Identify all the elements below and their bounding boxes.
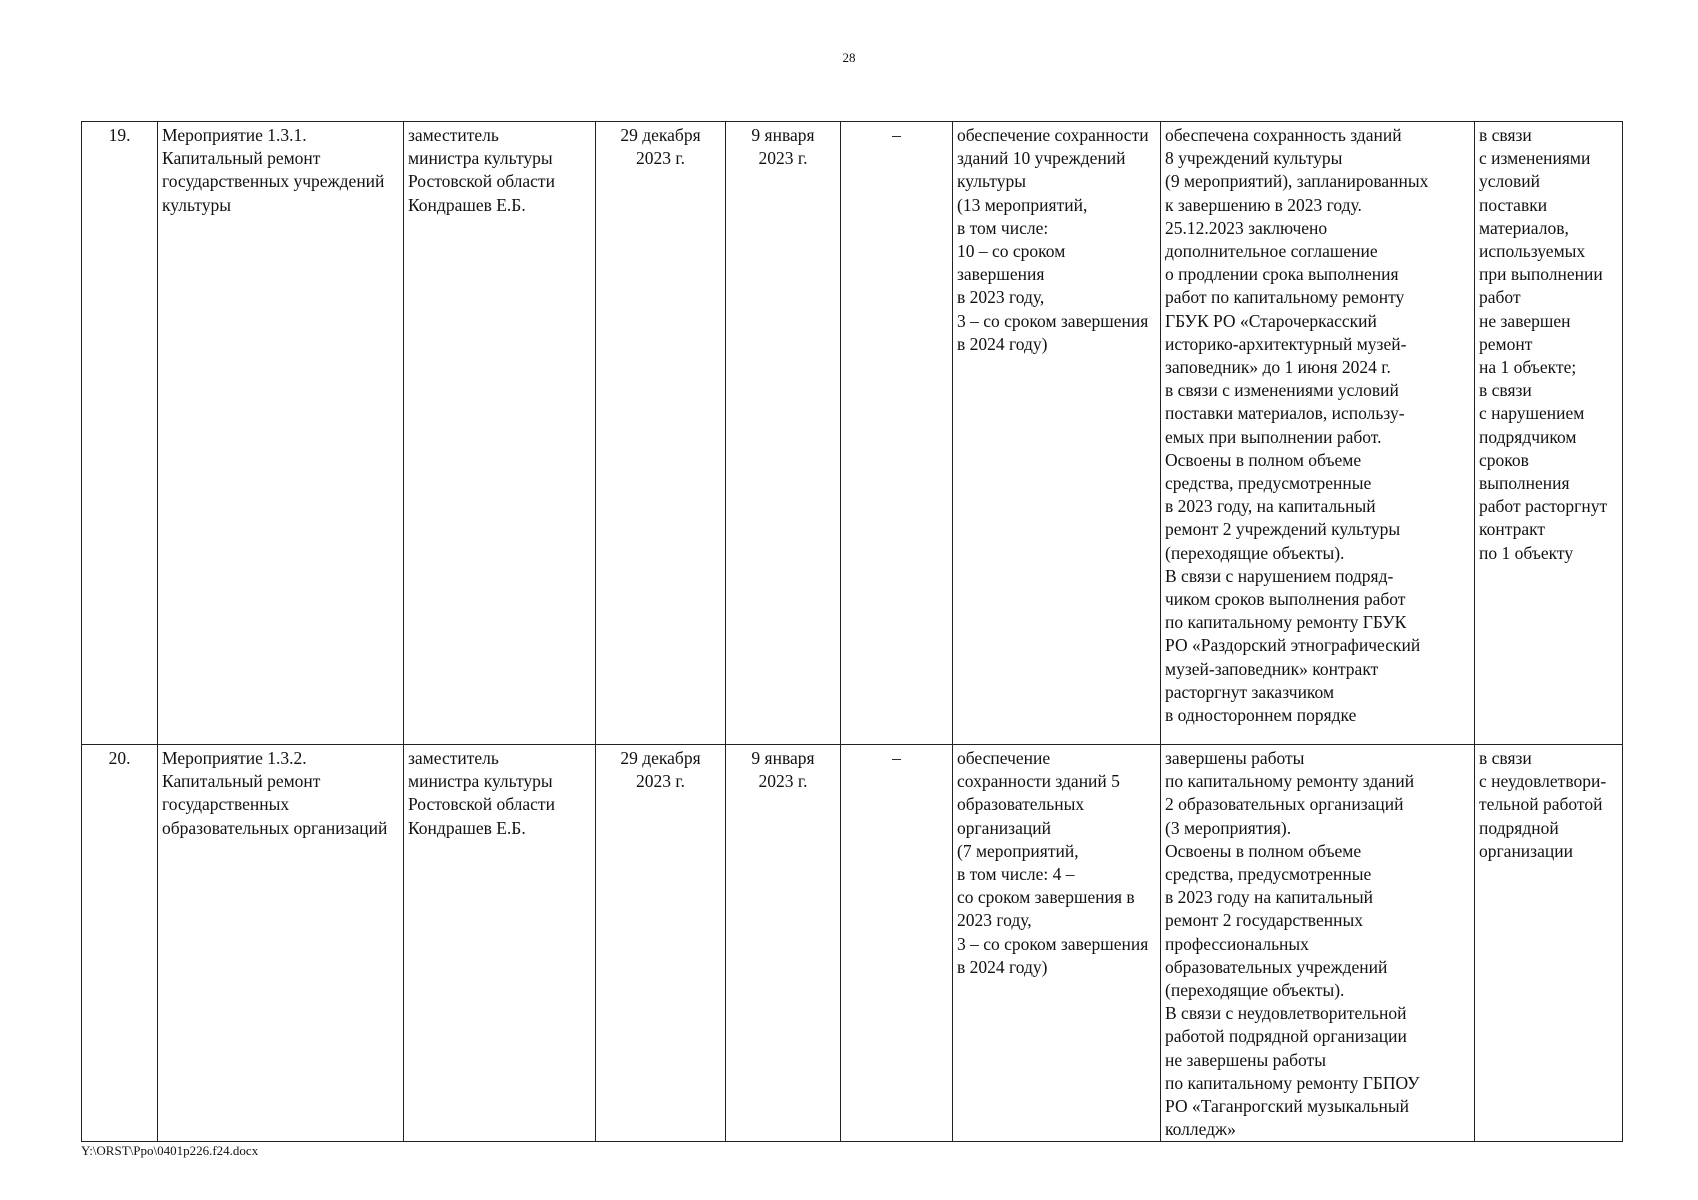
event-name: Мероприятие 1.3.2. Капитальный ремонт государственных образовательных организаций bbox=[158, 745, 404, 1142]
expected-result: обеспечение сохранности зданий 5 образовательных организаций (7 мероприятий, в том числе: 4 – со сроком завершения в 2023 году, 3 – со сроком завершения в 2024 году) bbox=[953, 745, 1161, 1142]
page-number: 28 bbox=[842, 50, 856, 65]
event-name: Мероприятие 1.3.1. Капитальный ремонт государственных учреждений культуры bbox=[158, 122, 404, 745]
row-number: 19. bbox=[82, 122, 158, 745]
responsible-person: заместитель министра культуры Ростовской области Кондрашев Е.Б. bbox=[404, 745, 596, 1142]
reasons: в связи с неудовлетвори- тельной работой подрядной организации bbox=[1475, 745, 1623, 1142]
expected-result: обеспечение сохранности зданий 10 учреждений культуры (13 мероприятий, в том числе: 10 – со сроком завершения в 2023 году, 3 – со сроком завершения в 2024 году) bbox=[953, 122, 1161, 745]
actual-result: обеспечена сохранность зданий 8 учреждений культуры (9 мероприятий), запланированных к завершению в 2023 году. 25.12.2023 заключено дополнительное соглашение о продлении срока выполнения работ по капитальному ремонту ГБУК РО «Старочеркасский историко-архитектурный музей- заповедник» до 1 июня 2024 г. в связи с изменениями условий поставки материалов, использу- емых при выполнении работ. Освоены в полном объеме средства, предусмотренные в 2023 году, на капитальный ремонт 2 учреждений культуры (переходящие объекты). В связи с нарушением подряд- чиком сроков выполнения работ по капитальному ремонту ГБУК РО «Раздорский этнографический музей-заповедник» контракт расторгнут заказчиком в одностороннем порядке bbox=[1161, 122, 1475, 745]
report-table bbox=[81, 121, 1623, 1142]
actual-date: 9 января 2023 г. bbox=[726, 122, 841, 745]
actual-result: завершены работы по капитальному ремонту зданий 2 образовательных организаций (3 мероприятия). Освоены в полном объеме средства, предусмотренные в 2023 году на капитальный ремонт 2 государственных профессиональных образовательных учреждений (переходящие объекты). В связи с неудовлетворительной работой подрядной организации не завершены работы по капитальному ремонту ГБПОУ РО «Таганрогский музыкальный колледж» bbox=[1161, 745, 1475, 1142]
responsible-person: заместитель министра культуры Ростовской области Кондрашев Е.Б. bbox=[404, 122, 596, 745]
actual-date: 9 января 2023 г. bbox=[726, 745, 841, 1142]
planned-date: 29 декабря 2023 г. bbox=[596, 122, 726, 745]
table-row bbox=[82, 745, 1623, 1142]
dash-cell: – bbox=[841, 745, 953, 1142]
dash-cell: – bbox=[841, 122, 953, 745]
table-row bbox=[82, 122, 1623, 745]
reasons: в связи с изменениями условий поставки материалов, используемых при выполнении работ не завершен ремонт на 1 объекте; в связи с нарушением подрядчиком сроков выполнения работ расторгнут контракт по 1 объекту bbox=[1475, 122, 1623, 745]
row-number: 20. bbox=[82, 745, 158, 1142]
footer-file-path: Y:\ORST\Ppo\0401p226.f24.docx bbox=[81, 1143, 259, 1158]
planned-date: 29 декабря 2023 г. bbox=[596, 745, 726, 1142]
